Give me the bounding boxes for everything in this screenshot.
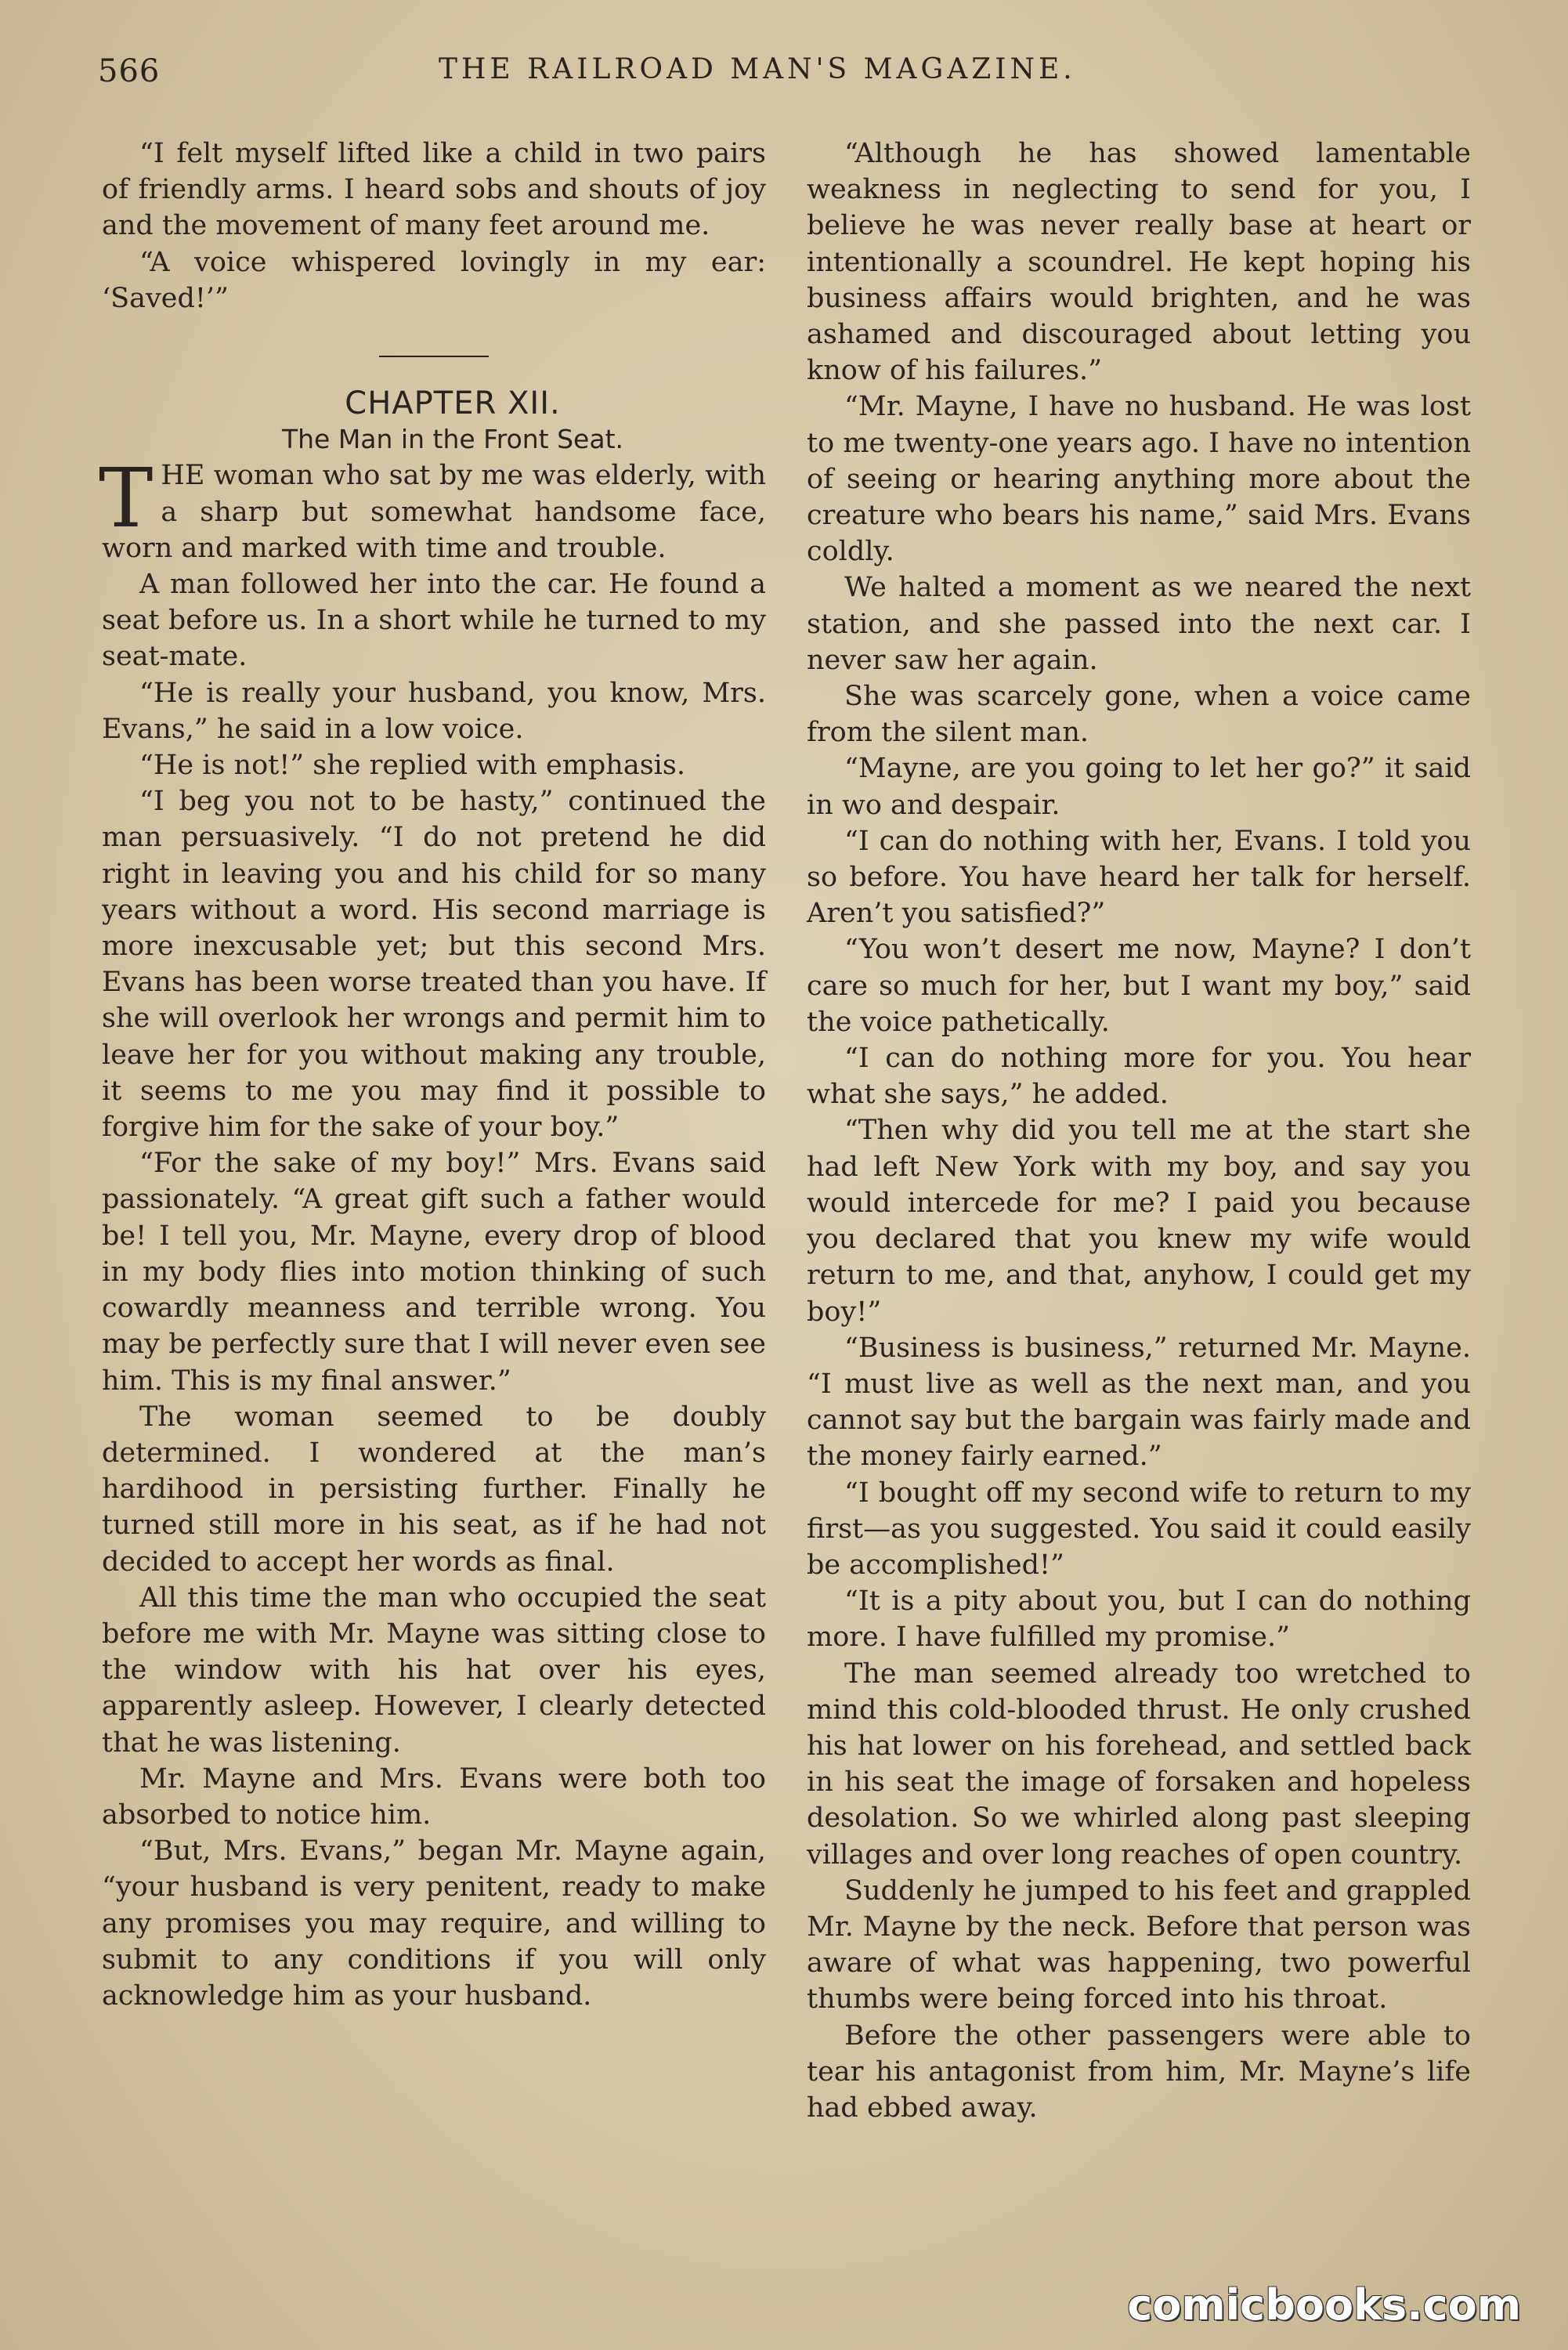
paragraph: “A voice whispered lovingly in my ear: ‘Saved!’” [102,246,766,314]
paragraph: “Then why did you tell me at the start she had left New York with my boy, and say you would intercede for me? I paid you because you declared that you knew my wife would return to me, and that, anyhow, I could get my boy!” [807,1115,1471,1328]
chapter-title: CHAPTER XII. [345,385,561,422]
right-column [807,136,1471,2126]
paragraph: “For the sake of my boy!” Mrs. Evans said passionately. “A great gift such a father would be! I tell you, Mr. Mayne, every drop of blood in my body flies into motion thinking of such cowardly meanness and terrible wrong. You may be perfectly sure that I will never even see him. This is my final answer.” [102,1148,766,1397]
drop-cap: T [99,450,154,547]
paragraph: “You won’t desert me now, Mayne? I don’t care so much for her, but I want my boy,” said the voice pathetically. [807,934,1471,1038]
paragraph: Suddenly he jumped to his feet and grappled Mr. Mayne by the neck. Before that person was aware of what was happening, two powerful thumbs were being forced into his throat. [807,1875,1471,2016]
paragraph: “Mr. Mayne, I have no husband. He was lost to me twenty-one years ago. I have no intention of seeing or hearing anything more about the creature who bears his name,” said Mrs. Evans coldly. [807,391,1471,568]
paragraph: “I beg you not to be hasty,” continued the man persuasively. “I do not pretend he did right in leaving you and his child for so many years without a word. His second marriage is more inexcusable yet; but this second Mrs. Evans has been worse treated than you have. If she will overlook her wrongs and permit him to leave her for you without making any trouble, it seems to me you may find it possible to forgive him for the sake of your boy.” [102,786,766,1144]
chapter-first-paragraph [99,450,766,566]
paragraph: A man followed her into the car. He found a seat before us. In a short while he turned to my seat-mate. [102,569,766,673]
paragraph: “He is not!” she replied with emphasis. [139,750,685,782]
paragraph: “But, Mrs. Evans,” began Mr. Mayne again, “your husband is very penitent, ready to make any promises you may require, and willing to submit to any conditions if you will only acknowledge him as your husband. [102,1835,766,2012]
paragraph: “Business is business,” returned Mr. Mayne. “I must live as well as the next man, and you cannot say but the bargain was fairly made and the money fairly earned.” [807,1332,1471,1473]
first-paragraph-text: HE woman who sat by me was elderly, with a sharp but somewhat handsome face, worn and marked with time and trouble. [102,460,766,564]
paragraph: The woman seemed to be doubly determined. I wondered at the man’s hardihood in persisting further. Finally he turned still more in his seat, as if he had not decided to accept her words as final. [102,1401,766,1578]
paragraph: “It is a pity about you, but I can do nothing more. I have fulfilled my promise.” [807,1585,1471,1654]
page-number: 566 [98,53,161,89]
paragraph: “I can do nothing more for you. You hear what she says,” he added. [807,1043,1471,1111]
section-divider [379,356,489,357]
paragraph: Before the other passengers were able to tear his antagonist from him, Mr. Mayne’s life had ebbed away. [807,2019,1471,2124]
paragraph: “I bought off my second wife to return to my first—as you suggested. You said it could easily be accomplished!” [807,1477,1471,1581]
paragraph: “I can do nothing with her, Evans. I told you so before. You have heard her talk for herself. Aren’t you satisfied?” [807,825,1471,930]
paragraph: The man seemed already too wretched to mind this cold-blooded thrust. He only crushed his hat lower on his forehead, and settled back in his seat the image of forsaken and hopeless desolation. So we whirled along past sleeping villages and over long reaches of open country. [807,1658,1471,1871]
watermark: comicbooks.com [1127,2280,1521,2330]
paragraph: We halted a moment as we neared the next station, and she passed into the next car. I never saw her again. [807,572,1471,676]
paragraph: “I felt myself lifted like a child in two pairs of friendly arms. I heard sobs and shouts of joy and the movement of many feet around me. [102,138,766,242]
paragraph: “Mayne, are you going to let her go?” it said in wo and despair. [807,753,1471,821]
left-column [99,136,766,2014]
paragraph: “He is really your husband, you know, Mrs. Evans,” he said in a low voice. [102,677,766,745]
running-head: THE RAILROAD MAN'S MAGAZINE. [439,53,1076,85]
paragraph: Mr. Mayne and Mrs. Evans were both too absorbed to notice him. [102,1762,766,1831]
paragraph: She was scarcely gone, when a voice came from the silent man. [807,681,1471,749]
paragraph: “Although he has showed lamentable weakness in neglecting to send for you, I believe he was never really base at heart or intentionally a scoundrel. He kept hoping his business affairs would brighten, and he was ashamed and discouraged about letting you know of his failures.” [807,138,1471,387]
paragraph: All this time the man who occupied the seat before me with Mr. Mayne was sitting close to the window with his hat over his eyes, apparently asleep. However, I clearly detected that he was listening. [102,1582,766,1759]
chapter-subtitle: The Man in the Front Seat. [281,424,624,455]
